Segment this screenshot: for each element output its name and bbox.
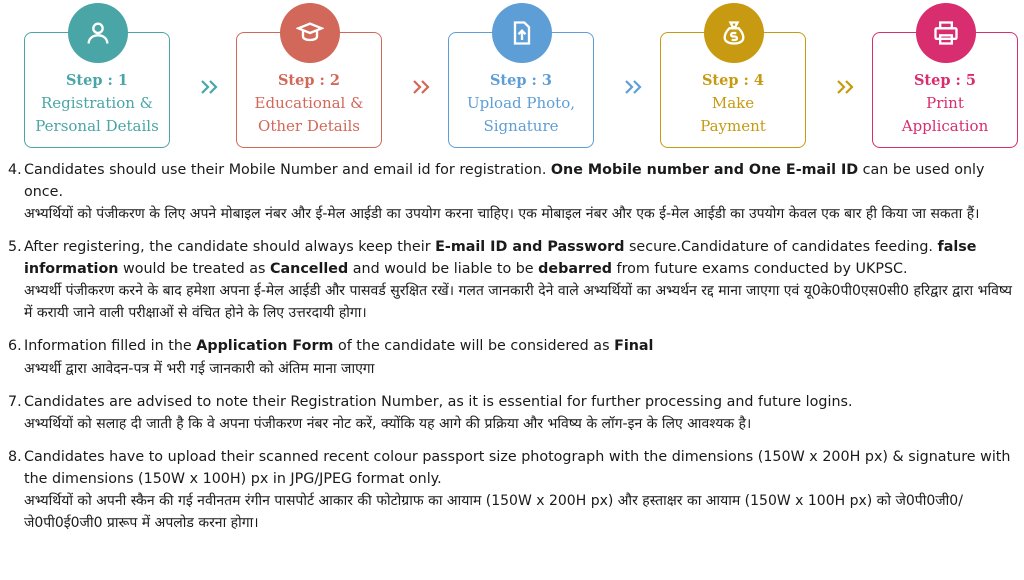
instruction-english bbox=[24, 447, 1020, 490]
step-4-number: Step : 4 bbox=[701, 72, 765, 89]
instruction-hindi: अभ्यर्थियों को पंजीकरण के लिए अपने मोबाइल नंबर और ई-मेल आईडी का उपयोग करना चाहिए। एक मोबाइल नंबर और एक ई-मेल आईडी का उपयोग केवल एक बार ही किया जा सकता हैं। bbox=[24, 206, 980, 222]
person-icon bbox=[84, 19, 112, 47]
instruction-number: 5. bbox=[8, 239, 22, 255]
instruction-hindi: अभ्यर्थी पंजीकरण करने के बाद हमेशा अपना ई-मेल आईडी और पासवर्ड सुरक्षित रखें। गलत जानकारी देने वाले अभ्यर्थियों का अभ्यर्थन रद्द माना जाएगा एवं यू0के0पी0एस0सी0 हरिद्वार द्वारा भविष्य में करायी जाने वाली परीक्षाओं से वंचित होने के लिए उत्तरदायी होगा। bbox=[24, 283, 1012, 321]
instruction-text: Information filled in the bbox=[24, 338, 197, 354]
upload-icon bbox=[508, 19, 536, 47]
chevron-right-icon bbox=[623, 78, 645, 96]
step-3-line2: Signature bbox=[483, 117, 559, 135]
instruction-item bbox=[8, 336, 1020, 380]
emphasis-text: E-mail ID and Password bbox=[435, 239, 625, 255]
instruction-english bbox=[24, 160, 1020, 203]
step-2-badge bbox=[280, 3, 340, 63]
instruction-text: Candidates should use their Mobile Number and email id for registration. bbox=[24, 162, 551, 178]
instruction-text: Candidates are advised to note their Registration Number, as it is essential for further processing and future logins. bbox=[24, 393, 853, 410]
steps-banner bbox=[0, 0, 1024, 160]
instruction-text: and would be liable to be bbox=[348, 260, 539, 277]
emphasis-text: debarred bbox=[538, 260, 613, 277]
step-5-card bbox=[872, 32, 1018, 148]
step-3-badge bbox=[492, 3, 552, 63]
instruction-hindi: अभ्यर्थियों को सलाह दी जाती है कि वे अपना पंजीकरण नंबर नोट करें, क्योंकि यह आगे की प्रक्रिया और भविष्य के लॉग-इन के लिए आवश्यक है। bbox=[24, 416, 752, 432]
step-1-card bbox=[24, 32, 170, 148]
instruction-text: secure.Candidature of candidates feeding. bbox=[624, 239, 938, 255]
instruction-text: can be used only once. bbox=[24, 162, 985, 200]
instruction-text: After registering, the candidate should always keep their bbox=[24, 239, 436, 255]
instruction-number: 7. bbox=[8, 393, 22, 410]
step-4-line2: Payment bbox=[700, 117, 766, 135]
chevron-right-icon bbox=[199, 78, 221, 96]
step-2-card bbox=[236, 32, 382, 148]
step-1-line1: Registration & bbox=[40, 94, 154, 112]
instruction-hindi: अभ्यर्थियों को अपनी स्कैन की गई नवीनतम रंगीन पासपोर्ट आकार की फोटोग्राफ का आयाम (150W x 200H px) और हस्ताक्षर का आयाम (150W x 100H px) को जे0पी0जी0/जे0पी0ई0जी0 प्रारूप में अपलोड करना होगा। bbox=[24, 493, 963, 531]
instruction-text: from future exams conducted by UKPSC. bbox=[612, 260, 908, 277]
step-2-line1: Educational & bbox=[254, 94, 364, 112]
step-2-number: Step : 2 bbox=[277, 72, 341, 89]
step-4-line1: Make bbox=[711, 94, 755, 112]
emphasis-text: Cancelled bbox=[270, 260, 349, 277]
step-4-card bbox=[660, 32, 806, 148]
step-5-number: Step : 5 bbox=[913, 72, 977, 89]
instruction-text: Candidates have to upload their scanned recent colour passport size photograph with the dimensions (150W x 200H px) & signature with the dimensions (150W x 100H) px in JPG/JPEG format only. bbox=[24, 449, 1011, 487]
emphasis-text: Application Form bbox=[196, 338, 334, 354]
instruction-english bbox=[24, 336, 1020, 358]
instruction-text: of the candidate will be considered as bbox=[333, 338, 615, 354]
instruction-english bbox=[24, 392, 1020, 414]
step-4-badge bbox=[704, 3, 764, 63]
chevron-right-icon bbox=[835, 78, 857, 96]
step-5-line2: Application bbox=[901, 117, 989, 135]
step-3-line1: Upload Photo, bbox=[467, 94, 575, 112]
instruction-number: 8. bbox=[8, 449, 22, 465]
instruction-item bbox=[8, 392, 1020, 436]
step-3-number: Step : 3 bbox=[489, 72, 553, 89]
step-1-line2: Personal Details bbox=[35, 117, 159, 135]
instruction-number: 4. bbox=[8, 162, 22, 178]
instruction-hindi: अभ्यर्थी द्वारा आवेदन-पत्र में भरी गई जानकारी को अंतिम माना जाएगा bbox=[24, 360, 375, 377]
step-3-card bbox=[448, 32, 594, 148]
step-5-badge bbox=[916, 3, 976, 63]
step-5-line1: Print bbox=[926, 94, 964, 112]
instructions-list bbox=[8, 160, 1020, 546]
step-1-number: Step : 1 bbox=[65, 72, 129, 89]
emphasis-text: One Mobile number and One E-mail ID bbox=[550, 162, 859, 178]
printer-icon bbox=[932, 19, 960, 47]
instruction-item bbox=[8, 160, 1020, 225]
instruction-item bbox=[8, 447, 1020, 534]
graduate-icon bbox=[296, 19, 324, 47]
money-bag-icon bbox=[720, 19, 748, 47]
emphasis-text: Final bbox=[614, 338, 654, 354]
instruction-number: 6. bbox=[8, 338, 22, 354]
emphasis-text: false information bbox=[24, 239, 977, 277]
chevron-right-icon bbox=[411, 78, 433, 96]
step-1-badge bbox=[68, 3, 128, 63]
instruction-english bbox=[24, 237, 1020, 280]
instruction-text: would be treated as bbox=[118, 260, 271, 277]
step-2-line2: Other Details bbox=[258, 117, 360, 135]
instruction-item bbox=[8, 237, 1020, 324]
